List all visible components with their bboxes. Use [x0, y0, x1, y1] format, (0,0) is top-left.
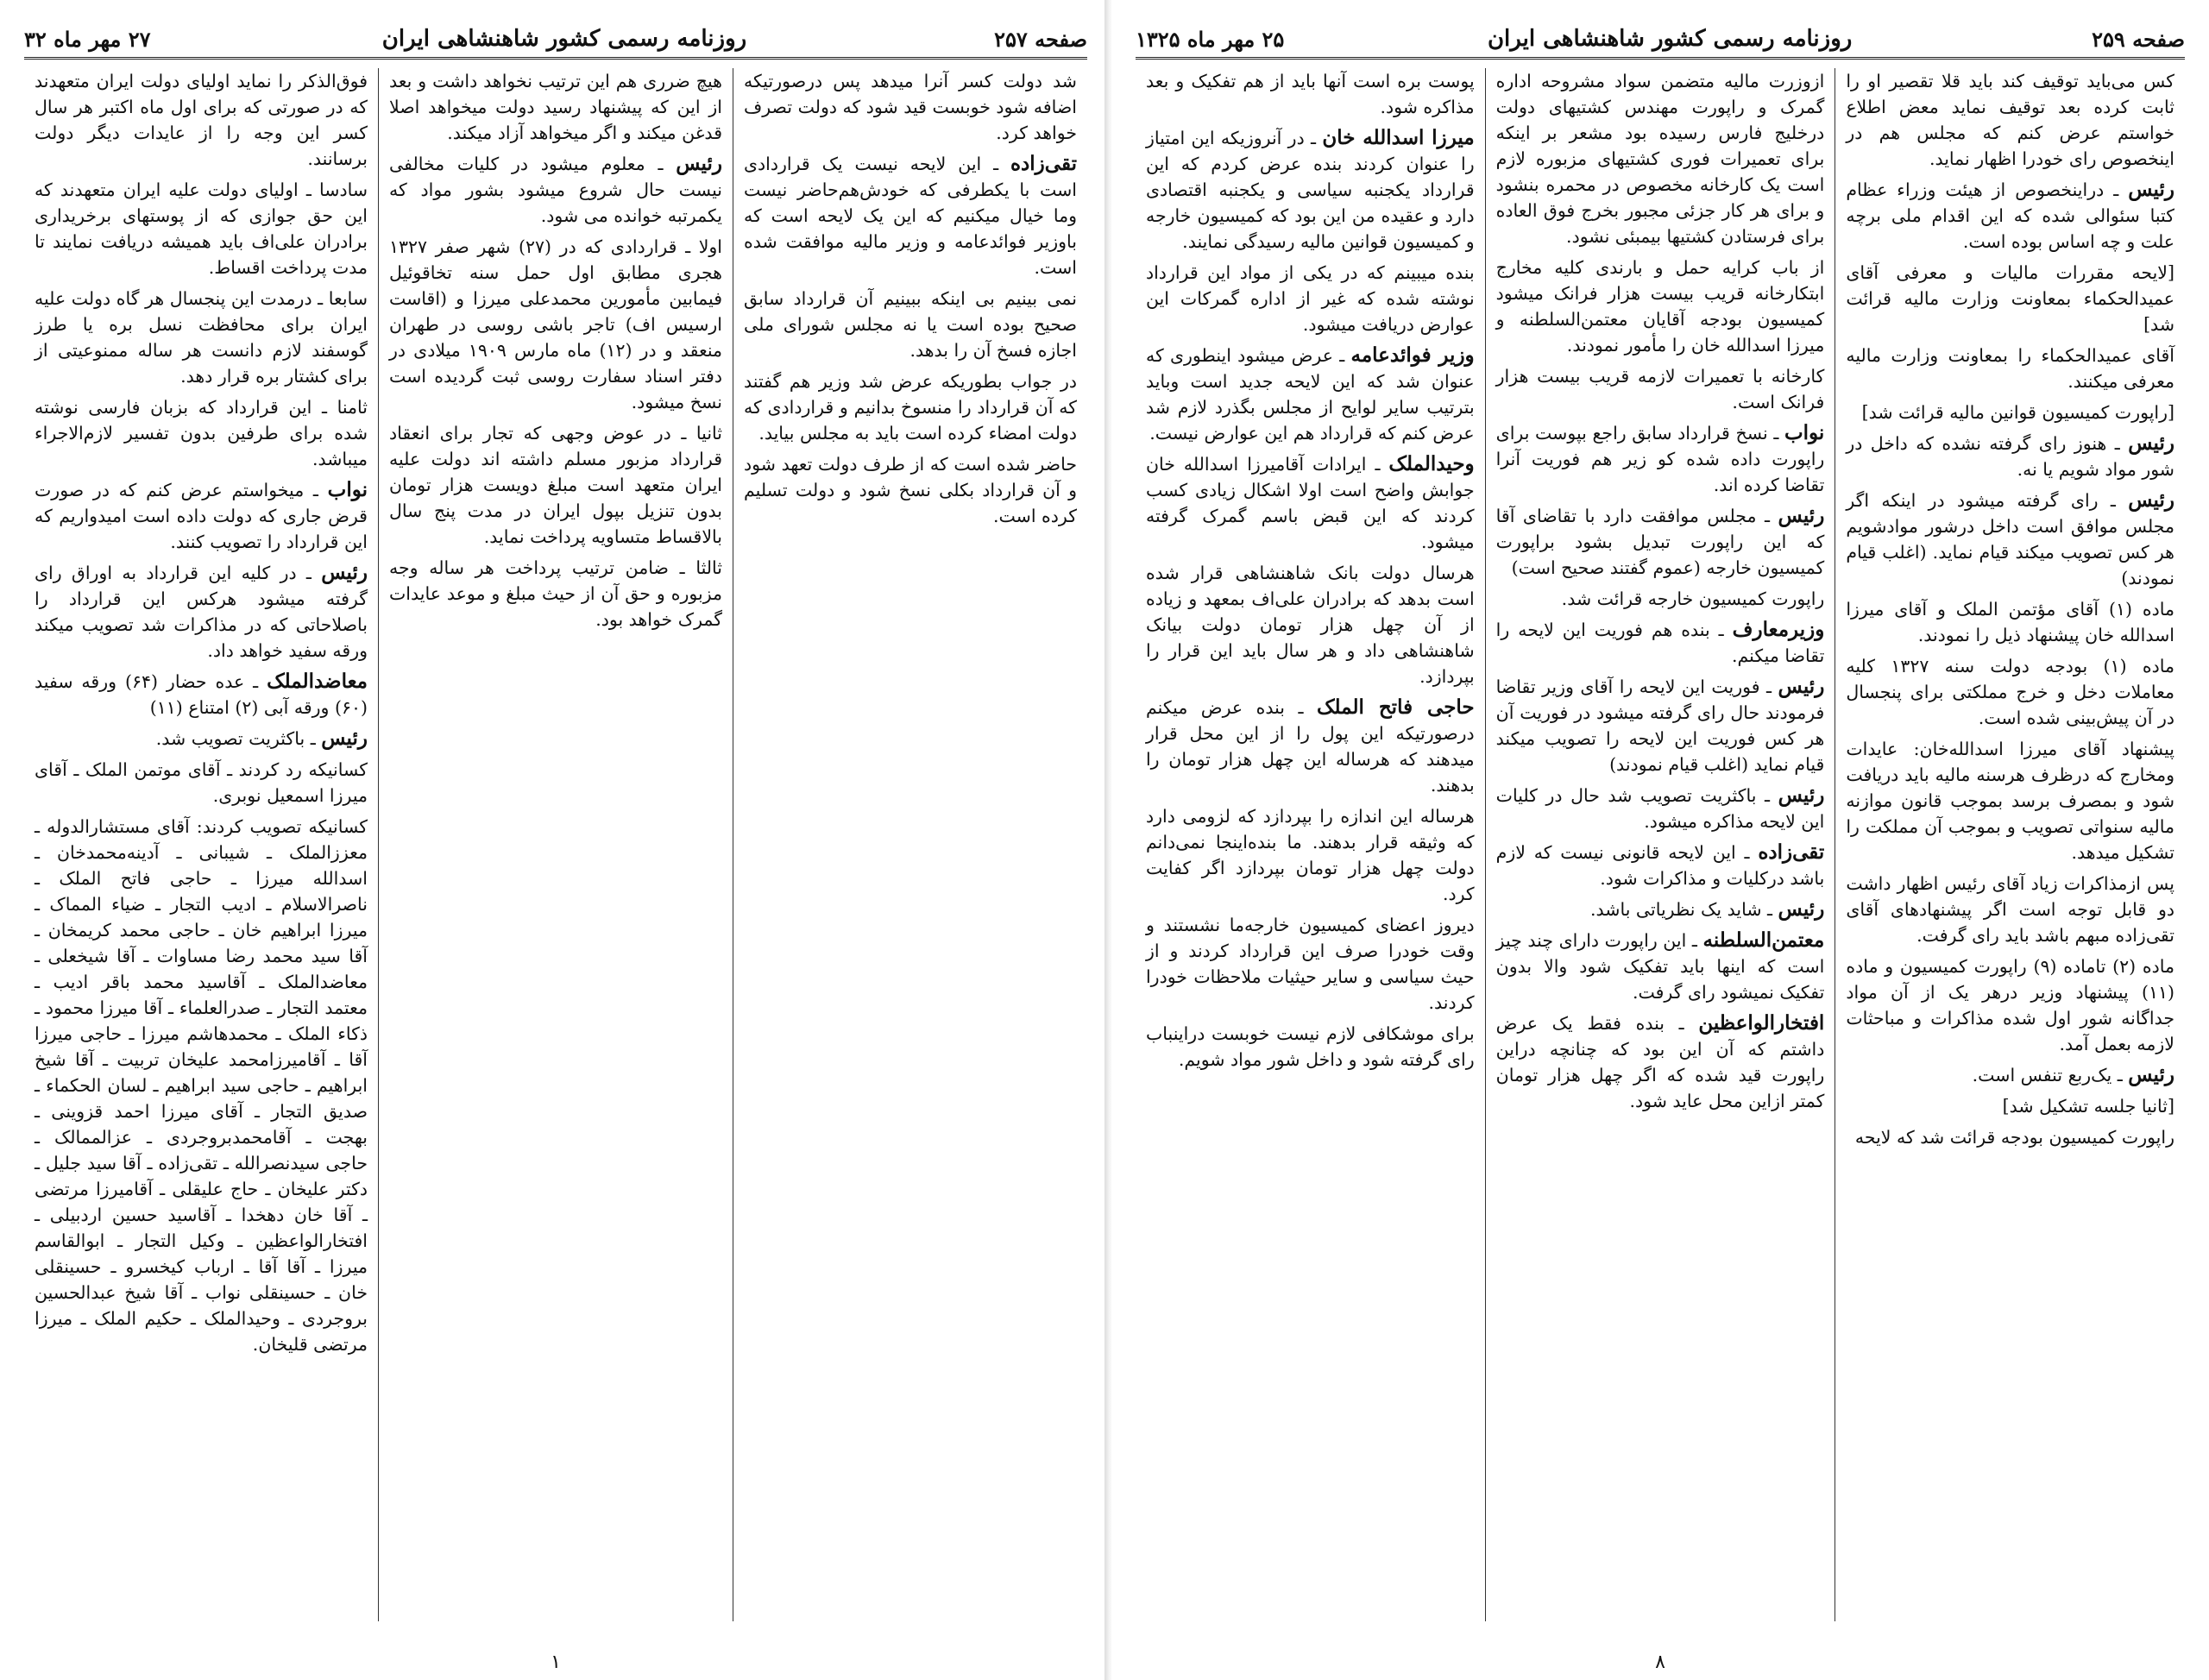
article-paragraph: راپورت کمیسیون خارجه قرائت شد. [1561, 588, 1825, 609]
speaker-name: رئیس [1778, 504, 1825, 527]
article-paragraph: از باب کرایه حمل و بارندی کلیه مخارج ابتکارخانه قریب بیست هزار فرانک میشود کمیسیون بودجه آقایان معتمن‌السلطنه و میرزا اسدالله خان را مأمور نمودند. [1495, 257, 1825, 356]
article-paragraph [1146, 343, 1475, 446]
speaker-name: رئیس [321, 727, 368, 750]
speech-text: مجلس موافقت دارد با تقاضای آقا که این راپورت تبدیل بشود براپورت کمیسیون خارجه (عموم گفتند صحیح است) [1495, 506, 1825, 578]
speech-text: رای گرفته میشود در اینکه اگر مجلس موافق است داخل درشور موادشویم هر کس تصویب میکند قیام نماید. (اغلب قیام نمودند) [1846, 490, 2174, 588]
speech-text: نسخ قرارداد سابق راجع بپوست برای راپورت داده شده کو زیر هم فوریت آنرا تقاضا کرده اند. [1495, 423, 1825, 495]
right-column-1 [1835, 68, 2185, 1621]
right-column-3 [1136, 68, 1485, 1621]
speaker-name: رئیس [676, 152, 722, 175]
speaker-name: رئیس [2128, 488, 2174, 512]
left-page-columns [24, 68, 1087, 1621]
speaker-separator: ـ [296, 563, 322, 583]
speaker-name: رئیس [2128, 1063, 2174, 1086]
left-page-masthead: روزنامه رسمی کشور شاهنشاهی ایران [381, 26, 747, 52]
article-paragraph: اولا ـ قراردادی که در (۲۷) شهر صفر ۱۳۲۷ هجری مطابق اول حمل سنه تخاقوئیل فیمابین مأمورین محمدعلی میرزا و (اقاست ارسیس اف) تاجر باشی روسی در طهران منعقد و در (۱۲) ماه مارس ۱۹۰۹ میلادی در دفتر اسناد سفارت روسی ثبت گردیده است نسخ میشود. [389, 236, 723, 412]
article-paragraph [1846, 488, 2174, 591]
article-paragraph: [ثانیا جلسه تشکیل شد] [2002, 1096, 2174, 1117]
article-paragraph [1496, 840, 1825, 891]
article-paragraph: [راپورت کمیسیون قوانین مالیه قرائت شد] [1861, 402, 2174, 423]
article-paragraph: کارخانه با تعمیرات لازمه قریب بیست هزار فرانک است. [1495, 366, 1825, 412]
article-paragraph: در جواب بطوریکه عرض شد وزیر هم گفتند که آن قرارداد را منسوخ بدانیم و قراردادی که دولت امضاء کرده است باید به مجلس بیاید. [744, 371, 1077, 444]
speaker-separator: ـ [1761, 899, 1778, 920]
article-paragraph [1496, 617, 1825, 669]
right-page-masthead: روزنامه رسمی کشور شاهنشاهی ایران [1487, 26, 1853, 52]
speaker-name: افتخارالواعظین [1698, 1011, 1825, 1035]
right-page-header [1136, 21, 2185, 60]
article-paragraph [1146, 695, 1475, 798]
article-paragraph: ثالثا ـ ضامن ترتیب پرداخت هر ساله وجه مزبوره و حق آن از حیث مبلغ و موعد عایدات گمرک خواهد بود. [389, 557, 722, 630]
speech-text: در کلیه این قرارداد به اوراق رای گرفته میشود هرکس این قرارداد را باصلاحاتی که در مذاکرات شد تصویب میکند ورقه سفید خواهد داد. [35, 563, 368, 661]
article-paragraph: پوست بره است آنها باید از هم تفکیک و بعد مذاکره شود. [1145, 71, 1475, 117]
article-paragraph: سابعا ـ درمدت این پنجسال هر گاه دولت علیه ایران برای محافظت نسل بره یا طرز گوسفند لازم دانست هر ساله ممنوعیتی از برای کشتار بره قرار دهد. [35, 288, 368, 387]
speaker-name: وزیرمعارف [1732, 618, 1825, 641]
speaker-name: تقی‌زاده [1758, 840, 1825, 864]
article-paragraph: هیچ ضرری هم این ترتیب نخواهد داشت و بعد از این که پیشنهاد رسید دولت میخواهد اصلا قدغن میکند و اگر میخواهد آزاد میکند. [389, 71, 722, 143]
speaker-name: رئیس [2128, 431, 2174, 455]
speaker-separator: ـ [1735, 842, 1759, 863]
speaker-separator: ـ [244, 671, 267, 692]
speaker-separator: ـ [1756, 506, 1778, 526]
speaker-separator: ـ [2098, 490, 2129, 511]
article-paragraph: پس ازمذاکرات زیاد آقای رئیس اظهار داشت دو قابل توجه است اگر پیشنهادهای آقای تقی‌زاده مبهم باشد باید رای گرفت. [1846, 873, 2174, 946]
speaker-name: رئیس [321, 561, 368, 584]
speech-text: بنده عرض میکنم درصورتیکه این پول را از این محل قرار میدهند که هرساله این چهل هزار تومان را بدهند. [1145, 697, 1475, 796]
article-paragraph: [لایحه مقررات مالیات و معرفی آقای عمیدالحکماء بمعاونت وزارت مالیه قرائت شد] [1846, 262, 2174, 335]
article-paragraph: بنده میبینم که در یکی از مواد این قرارداد نوشته شده که غیر از اداره گمرکات این عوارض دریافت میشود. [1145, 262, 1475, 335]
speech-text: این لایحه قانونی نیست که لازم باشد درکلیات و مذاکرات شود. [1495, 842, 1825, 889]
speaker-separator: ـ [1709, 620, 1733, 640]
article-paragraph: راپورت کمیسیون بودجه قرائت شد که لایحه [1854, 1127, 2174, 1148]
speaker-name: نواب [327, 478, 368, 501]
speech-text: عده حضار (۶۴) ورقه سفید (۶۰) ورقه آبی (۲) امتناع (۱۱) [35, 671, 368, 718]
speaker-separator: ـ [305, 728, 322, 749]
article-paragraph [389, 151, 722, 229]
article-paragraph [1496, 897, 1825, 922]
speaker-name: رئیس [1778, 675, 1825, 698]
left-column-2 [378, 68, 733, 1621]
article-paragraph: حاضر شده است که از طرف دولت تعهد شود و آن قرارداد بکلی نسخ شود و دولت تسلیم کرده است. [744, 454, 1077, 526]
article-paragraph [35, 477, 368, 555]
article-paragraph [1496, 783, 1825, 834]
speaker-separator: ـ [2104, 179, 2129, 200]
article-paragraph [35, 669, 368, 720]
article-paragraph: شد دولت کسر آنرا میدهد پس درصورتیکه اضافه شود خوبست قید شود که دولت تصرف خواهد کرد. [744, 71, 1077, 143]
article-paragraph [35, 560, 368, 664]
article-paragraph: ثانیا ـ در عوض وجهی که تجار برای انعقاد قرارداد مزبور مسلم داشته اند دولت علیه ایران متعهد است مبلغ دویست هزار تومان بدون تنزیل بپول ایران در مدت پنج سال بالاقساط متساویه پرداخت نماید. [389, 423, 722, 547]
speech-text: این لایحه نیست یک قراردادی است با یکطرفی که خودش‌هم‌حاضر نیست وما خیال میکنیم که این یک لایحه است که باوزیر فوائدعامه و وزیر مالیه موافقت شده است. [744, 154, 1077, 278]
article-paragraph: فوق‌الذکر را نماید اولیای دولت ایران متعهدند که در صورتی که برای اول ماه اکتبر هر سال کسر این وجه را از عایدات دیگر دولت برسانند. [35, 71, 368, 169]
article-paragraph: دیروز اعضای کمیسیون خارجه‌ما نشستند و وقت خودرا صرف این قرارداد کردند و از حیث سیاسی و سایر حیثیات ملاحظات خودرا کردند. [1145, 915, 1475, 1013]
speaker-name: رئیس [1778, 783, 1825, 807]
speaker-separator: ـ [2106, 433, 2129, 454]
right-page-columns [1136, 68, 2185, 1621]
left-column-3 [24, 68, 378, 1621]
article-paragraph: پیشنهاد آقای میرزا اسدالله‌خان: عایدات ومخارج که درظرف هرسنه مالیه باید دریافت شود و بمصرف برسد بموجب قانون موازنه مالیه سنواتی تصویب و بموجب آن مملکت را تشکیل میدهد. [1846, 739, 2174, 863]
speaker-name: معاضدالملک [267, 670, 368, 693]
speaker-name: تقی‌زاده [1010, 152, 1077, 175]
speech-text: شاید یک نظریاتی باشد. [1590, 899, 1762, 920]
left-page-footer: ۱ [551, 1652, 561, 1673]
speaker-separator: ـ [1332, 345, 1351, 366]
right-page [1111, 0, 2209, 1680]
article-paragraph: ماده (۱) بودجه دولت سنه ۱۳۲۷ کلیه معاملات دخل و خرج مملکتی برای پنجسال در آن پیش‌بینی شده است. [1846, 656, 2174, 728]
speech-text: ایرادات آقامیرزا اسدالله خان جوابش واضح است اولا اشکال زیادی کسب کردند که این قبض باسم گمرک گرفته میشود. [1145, 454, 1475, 552]
article-paragraph: کس می‌باید توقیف کند باید قلا تقصیر او را ثابت کرده بعد توقیف نماید معض اطلاع خواستم عرض کنم که مجلس هم در اینخصوص رای خودرا اظهار نماید. [1846, 71, 2174, 169]
article-paragraph [1496, 928, 1825, 1005]
speech-text: میخواستم عرض کنم که در صورت قرض جاری که دولت داده است امیدواریم که این قرارداد را تصویب کنند. [35, 480, 368, 552]
right-page-number: صفحه ۲۵۹ [2092, 26, 2185, 52]
article-paragraph [1496, 674, 1825, 777]
speech-text: فوریت این لایحه را آقای وزیر تقاضا فرمودند حال رای گرفته میشود در فوریت آن هر کس فوریت این لایحه را تصویب میکند قیام نماید (اغلب قیام نمودند) [1495, 676, 1825, 775]
article-paragraph [1496, 503, 1825, 581]
speaker-separator: ـ [1686, 930, 1703, 951]
left-page-date: ۲۷ مهر ماه ۳۲ [24, 26, 151, 52]
article-paragraph: هرسال دولت بانک شاهنشاهی قرار شده است بدهد که برادران علی‌اف بمعهد و زیاده از آن چهل هزار تومان دولت بیانک شاهنشاهی داد و هر سال باید این قرار را بپردازد. [1145, 563, 1475, 687]
left-column-1 [733, 68, 1087, 1621]
right-page-footer: ۸ [1655, 1652, 1665, 1673]
article-paragraph: ماده (۲) تاماده (۹) راپورت کمیسیون و ماده (۱۱) پیشنهاد وزیر درهر یک از آن مواد جداگانه شور اول شده مذاکرات و مباحثات لازمه بعمل آمد. [1846, 956, 2174, 1054]
article-paragraph [1846, 177, 2174, 255]
speaker-separator: ـ [1759, 676, 1778, 697]
speech-text: عرض میشود اینطوری که عنوان شد که این لایحه جدید است وباید بترتیب سایر لوایح از مجلس بگذرد لازم شد عرض کنم که قرارداد هم این عوارض نیست. [1145, 345, 1475, 444]
speaker-separator: ـ [981, 154, 1010, 174]
speaker-separator: ـ [1304, 128, 1323, 148]
right-page-date: ۲۵ مهر ماه ۱۳۲۵ [1136, 26, 1285, 52]
article-paragraph: سادسا ـ اولیای دولت علیه ایران متعهدند که این حق جوازی که از پوستهای برخریداری برادران علی‌اف باید همیشه دریافت نمایند تا مدت پرداخت اقساط. [35, 179, 368, 278]
speaker-separator: ـ [2111, 1065, 2129, 1085]
speaker-separator: ـ [1767, 423, 1784, 444]
speech-text: باکثریت تصویب شد حال در کلیات این لایحه مذاکره میشود. [1495, 785, 1825, 832]
speech-text: در آنروزیکه این امتیاز را عنوان کردند بنده عرض کردم که این قرارداد یکجنبه سیاسی و یکجنبه اقتصادی دارد و عقیده من این بود که کمیسیون خارجه و کمیسیون قوانین مالیه رسیدگی نمایند. [1145, 128, 1475, 252]
speech-text: بنده هم فوریت این لایحه را تقاضا میکنم. [1495, 620, 1825, 666]
article-paragraph [1146, 125, 1475, 255]
speech-text: باکثریت تصویب شد. [155, 728, 305, 749]
article-paragraph: برای موشکافی لازم نیست خوبست دراینباب رای گرفته شود و داخل شور مواد شویم. [1145, 1023, 1475, 1070]
article-paragraph [1496, 420, 1825, 498]
article-paragraph [1846, 1062, 2174, 1088]
speaker-name: میرزا اسدالله خان [1322, 126, 1475, 149]
article-paragraph [744, 151, 1077, 280]
article-paragraph [1496, 1010, 1825, 1114]
speaker-separator: ـ [1366, 454, 1389, 475]
speaker-name: وحیدالملک [1388, 452, 1475, 475]
article-paragraph: نمی بینیم بی اینکه ببینیم آن قرارداد سابق صحیح بوده است یا نه مجلس شورای ملی اجازه فسخ آن را بدهد. [744, 288, 1077, 361]
speaker-name: معتمن‌السلطنه [1702, 928, 1825, 952]
article-paragraph: هرساله این اندازه را بپردازد که لزومی دارد که وثیقه قرار بدهند. ما بنده‌اینجا نمی‌دانم دولت چهل هزار تومان بپردازد اگر کفایت کرد. [1145, 806, 1475, 904]
article-paragraph: ثامنا ـ این قرارداد که بزبان فارسی نوشته شده برای طرفین بدون تفسیر لازم‌الاجراء میباشد. [35, 397, 368, 469]
right-column-2 [1485, 68, 1835, 1621]
article-paragraph: کسانیکه تصویب کردند: آقای مستشارالدوله ـ معززالملک ـ شیبانی ـ آدینه‌محمدخان ـ اسدالله میرزا ـ حاجی فاتح الملک ـ ناصرالاسلام ـ ادیب التجار ـ ضیاء المماک ـ میرزا ابراهیم خان ـ حاجی محمد کریمخان ـ آقا سید محمد رضا مساوات ـ آقا شیخعلی ـ معاضدالملک ـ آقاسید محمد باقر ادیب ـ معتمد التجار ـ صدرالعلماء ـ آقا میرزا محمود ـ ذکاء الملک ـ محمدهاشم میرزا ـ حاجی میرزا آقا ـ آقامیرزامحمد علیخان تربیت ـ آقا شیخ ابراهیم ـ حاجی سید ابراهیم ـ لسان الحکماء ـ صدیق التجار ـ آقای میرزا احمد قزوینی ـ بهجت ـ آقامحمدبروجردی ـ عزالممالک ـ حاجی سیدنصرالله ـ تقی‌زاده ـ آقا سید جلیل ـ دکتر علیخان ـ حاج علیقلی ـ آقامیرزا مرتضی ـ آقا خان دهخدا ـ آقاسید حسین اردبیلی ـ افتخارالواعظین ـ وکیل التجار ـ ابوالقاسم میرزا ـ آقا آقا ـ ارباب کیخسرو ـ حسینقلی خان ـ حسینقلی نواب ـ آقا شیخ عبدالحسین بروجردی ـ وحیدالملک ـ حکیم الملک ـ میرزا مرتضی قلیخان. [35, 816, 368, 1355]
speaker-name: حاجی فاتح الملک [1316, 695, 1475, 719]
speech-text: یک‌ربع تنفس است. [1972, 1065, 2112, 1085]
speaker-name: رئیس [2128, 178, 2174, 201]
article-paragraph [35, 726, 368, 752]
left-page-header [24, 21, 1087, 60]
speaker-separator: ـ [1284, 697, 1317, 718]
article-paragraph: آقای عمیدالحکماء را بمعاونت وزارت مالیه معرفی میکنند. [1846, 345, 2174, 392]
speaker-name: رئیس [1778, 897, 1825, 921]
left-page-number: صفحه ۲۵۷ [994, 26, 1087, 52]
speech-text: بنده فقط یک عرض داشتم که آن این بود که چنانچه دراین راپورت قید شده که اگر چهل هزار تومان کمتر ازاین محل عاید شود. [1495, 1013, 1825, 1111]
article-paragraph [1846, 431, 2174, 482]
speaker-name: نواب [1784, 421, 1825, 444]
speech-text: معلوم میشود در کلیات مخالفی نیست حال شروع میشود بشور مواد که یکمرتبه خوانده می شود. [389, 154, 722, 226]
speech-text: این راپورت دارای چند چیز است که اینها باید تفکیک شود والا بدون تفکیک نمیشود رای گرفت. [1495, 930, 1825, 1003]
speech-text: دراینخصوص از هیئت وزراء عظام کتبا سئوالی شده که این اقدام ملی برچه علت و چه اساس بوده است. [1846, 179, 2174, 252]
speaker-separator: ـ [1665, 1013, 1699, 1034]
article-paragraph [1146, 451, 1475, 555]
article-paragraph: ماده (۱) آقای مؤتمن الملک و آقای میرزا اسدالله خان پیشنهاد ذیل را نمودند. [1846, 599, 2174, 645]
speaker-separator: ـ [304, 480, 328, 500]
speaker-separator: ـ [645, 154, 677, 174]
article-paragraph: ازوزرت مالیه متضمن سواد مشروحه اداره گمرک و راپورت مهندس کشتیهای دولت درخلیج فارس رسیده بود مشعر بر اینکه برای تعمیرات فوری کشتیهای مزبوره لازم است یک کارخانه مخصوص در محمره بنشود و برای هر کار جزئی مجبور بخرج فوق العاده برای فرستادن کشتیها بیمبئی نشود. [1495, 71, 1825, 247]
speech-text: هنوز رای گرفته نشده که داخل در شور مواد شویم یا نه. [1846, 433, 2174, 480]
speaker-separator: ـ [1756, 785, 1778, 806]
article-paragraph: کسانیکه رد کردند ـ آقای موتمن الملک ـ آقای میرزا اسمعیل نوبری. [35, 759, 368, 806]
speaker-name: وزیر فوائدعامه [1350, 343, 1475, 367]
